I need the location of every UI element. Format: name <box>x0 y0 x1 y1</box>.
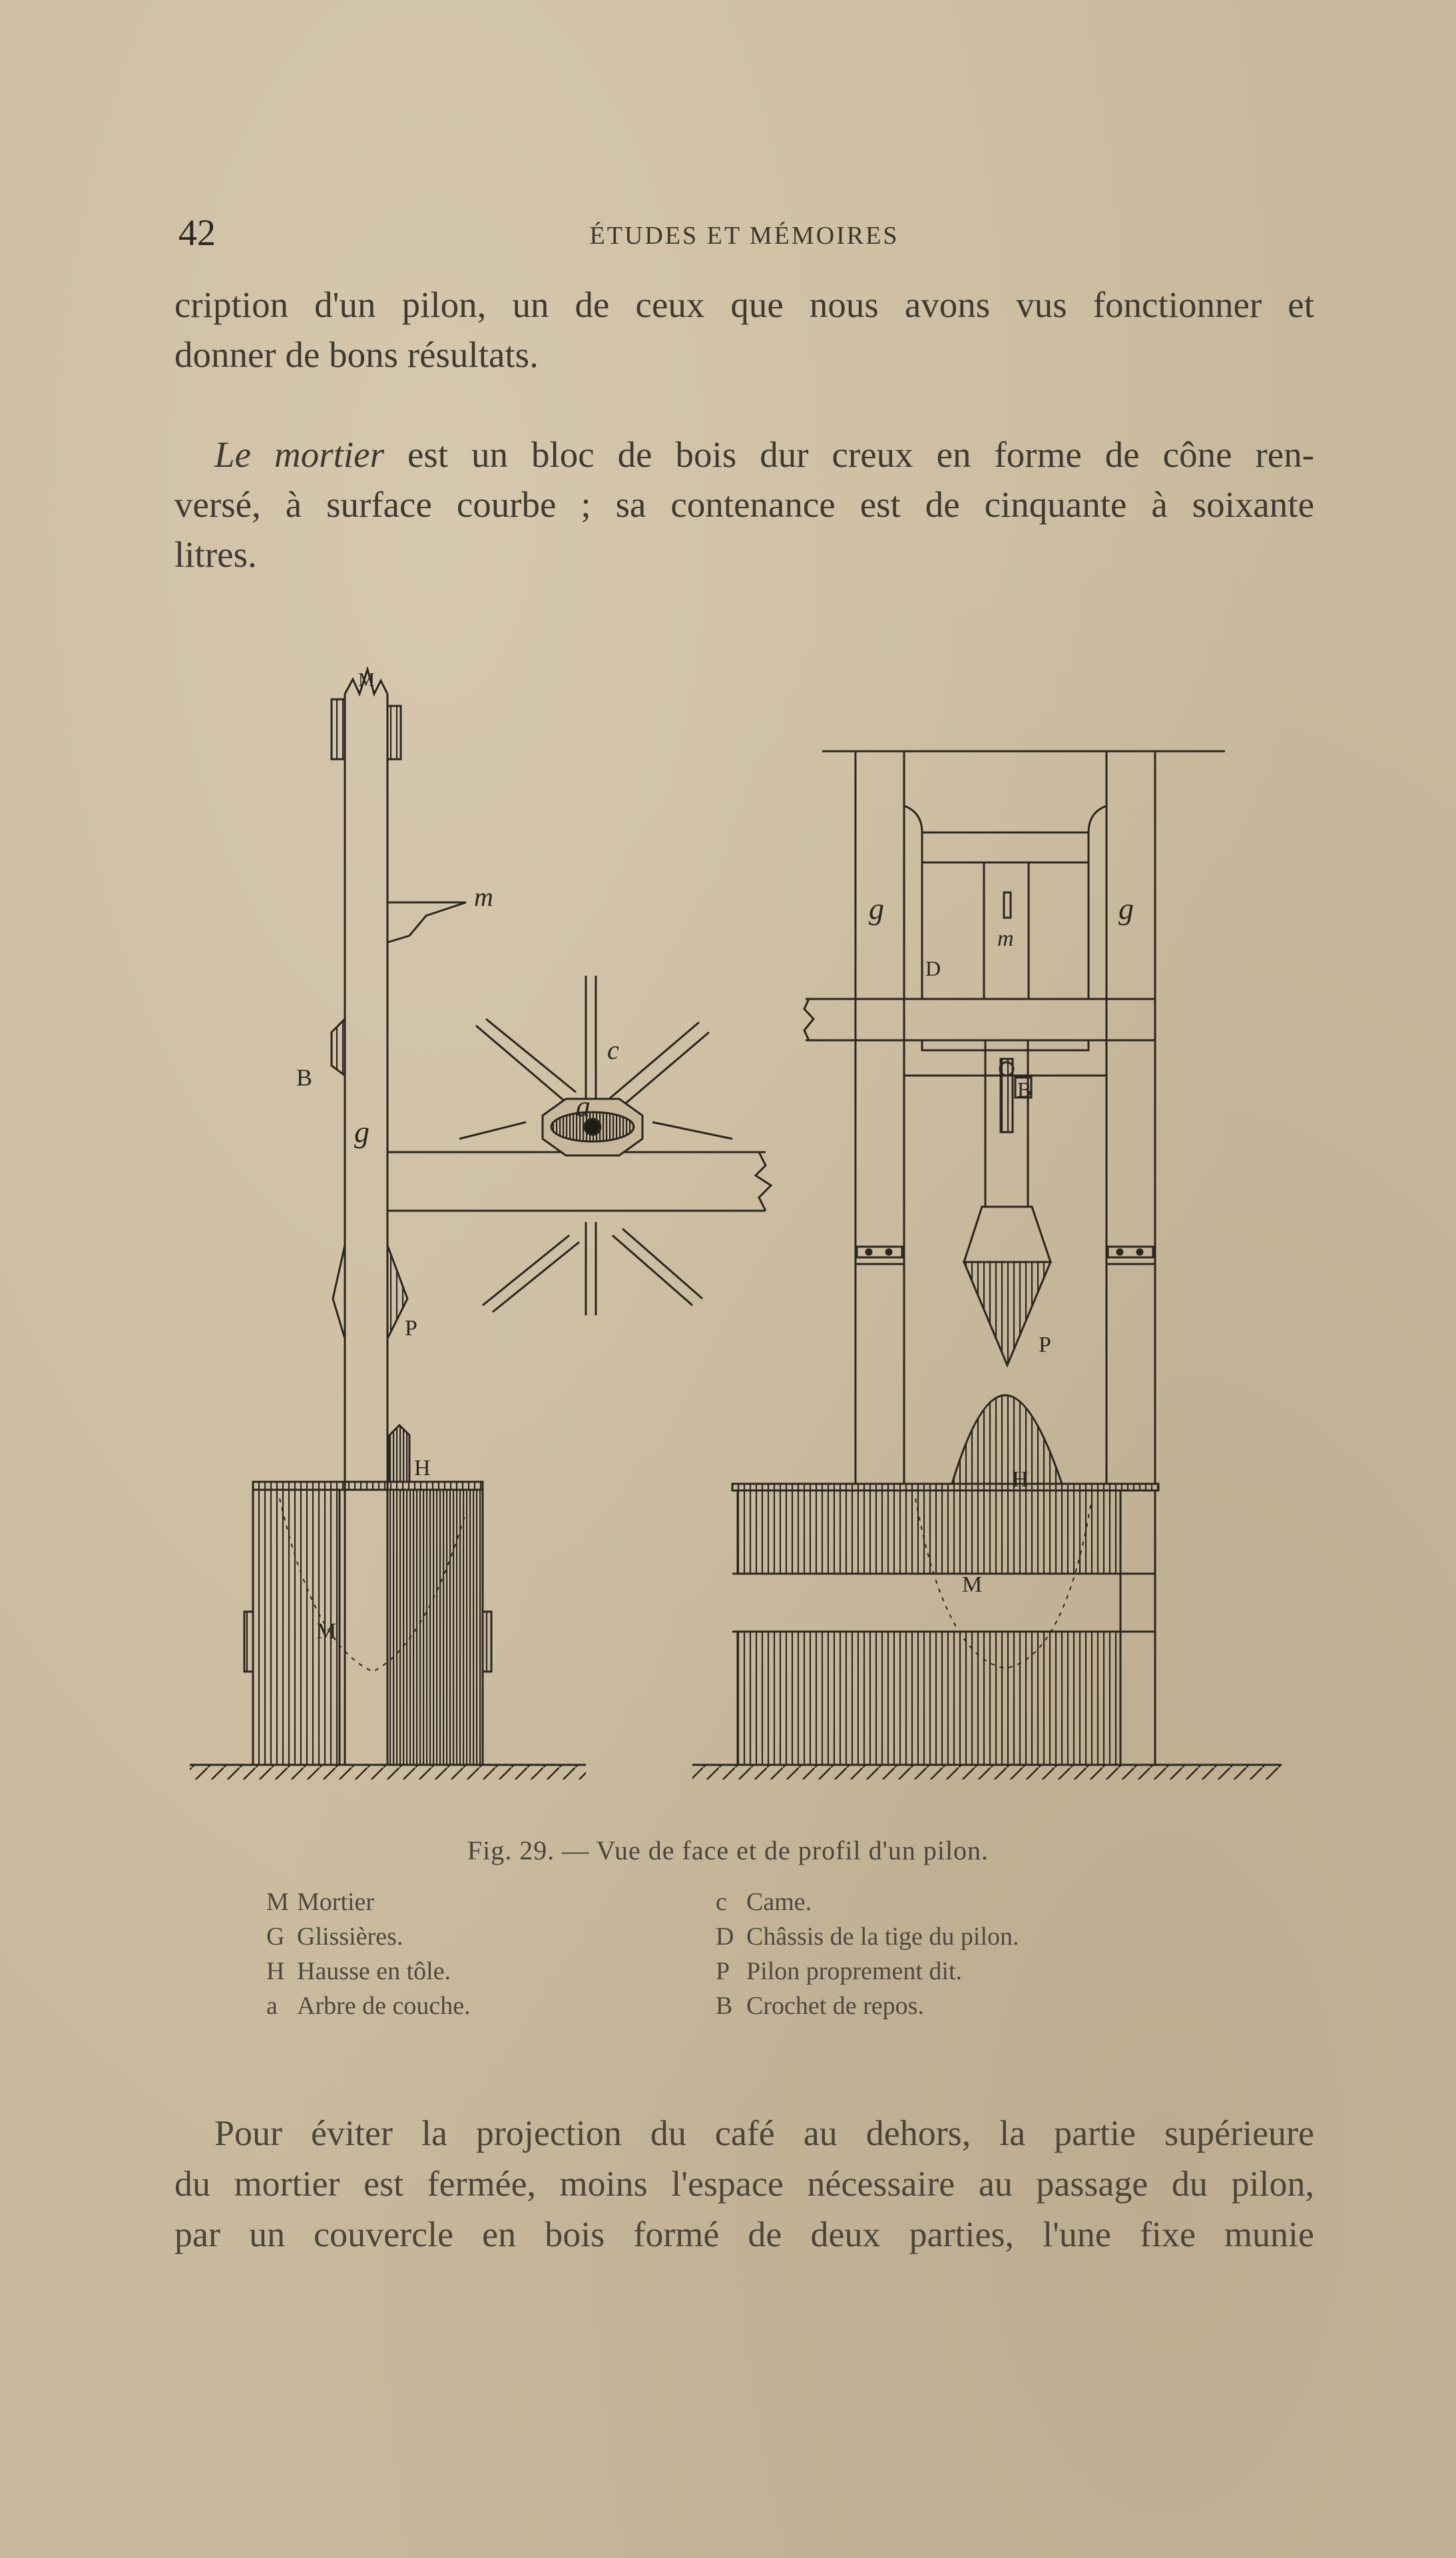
italic-term: Le mortier <box>214 434 384 475</box>
bolt-plate-left <box>857 1247 902 1257</box>
mortar-lid <box>253 1482 483 1490</box>
label-m-left: M <box>316 1619 337 1644</box>
paragraph-line: litres. <box>174 534 257 575</box>
label-g-left: g <box>354 1115 369 1149</box>
mortar-front-upper <box>738 1490 1120 1574</box>
hausse-h-front <box>952 1395 1062 1484</box>
paragraph-line <box>174 430 1314 480</box>
legend-item: a Arbre de couche. <box>266 1992 471 2020</box>
frame-curve-right <box>1089 806 1106 999</box>
frame-top-rail <box>922 832 1089 862</box>
mortar-band-left <box>244 1612 253 1672</box>
running-title: ÉTUDES ET MÉMOIRES <box>589 222 899 250</box>
ground-hatch-left <box>190 1765 586 1779</box>
label-c: c <box>607 1035 619 1065</box>
label-b: B <box>296 1064 313 1091</box>
label-a: a <box>576 1090 591 1123</box>
collar-left <box>333 1245 345 1339</box>
paragraph-3 <box>174 2108 1314 2260</box>
frame-curve-left <box>904 806 922 999</box>
paragraph-1 <box>174 280 1314 380</box>
collar-plate <box>922 1040 1089 1050</box>
hook-b-front <box>1001 1059 1013 1132</box>
paragraph-line: du mortier est fermée, moins l'espace nécessaire au passage du pilon, <box>174 2164 1314 2204</box>
legend-item: G Glissières. <box>266 1923 403 1951</box>
figure-caption: Fig. 29. — Vue de face et de profil d'un pilon. <box>467 1835 989 1865</box>
guide-post-left <box>855 751 904 1484</box>
top-clamp-left <box>332 699 345 759</box>
pilon-collar <box>964 1207 1051 1262</box>
page-header <box>178 212 1310 258</box>
paragraph-line: par un couvercle en bois formé de deux parties, l'une fixe munie <box>174 2214 1314 2254</box>
legend-right <box>716 1885 1019 2023</box>
label-d: D <box>925 956 941 980</box>
page-number: 42 <box>178 212 216 254</box>
mortar-body-right <box>387 1490 483 1765</box>
mortar-band-right <box>483 1612 491 1672</box>
legend-item: H Hausse en tôle. <box>266 1957 451 1985</box>
label-m-top: M <box>358 670 375 691</box>
paragraph-text: est un bloc de bois dur creux en forme de cône ren- <box>383 434 1315 475</box>
mortar-front-lower <box>738 1632 1120 1765</box>
top-clamp-right <box>387 706 401 759</box>
tappet-m <box>387 902 466 942</box>
profile-view <box>190 669 771 1779</box>
guide-post-right <box>1106 751 1155 1484</box>
front-view <box>692 751 1282 1779</box>
paragraph-line: cription d'un pilon, un de ceux que nous avons vus fonctionner et <box>174 284 1314 325</box>
shaft-break-right <box>804 999 814 1040</box>
figure-pilon <box>0 633 1456 1805</box>
shaft-break <box>756 1152 771 1211</box>
pilon-drawing <box>0 633 1456 1805</box>
paragraph-line: Pour éviter la projection du café au dehors, la partie supérieure <box>214 2113 1314 2153</box>
label-g-right-1: g <box>869 892 884 926</box>
label-m-right: m <box>997 926 1014 951</box>
label-p-left: P <box>405 1316 417 1341</box>
slot-m <box>1004 892 1011 918</box>
ground-hatch-right <box>692 1765 1282 1779</box>
hausse-h <box>389 1425 409 1482</box>
label-b-right: B <box>1017 1078 1032 1102</box>
paragraph-line: versé, à surface courbe ; sa contenance est de cinquante à soixante <box>174 484 1314 525</box>
pilon-p <box>964 1262 1051 1365</box>
label-g-right-2: g <box>1118 892 1134 926</box>
paragraph-line: donner de bons résultats. <box>174 334 539 375</box>
legend-item: B Crochet de repos. <box>716 1992 924 2020</box>
legend-item: P Pilon proprement dit. <box>716 1957 963 1985</box>
label-p-right: P <box>1039 1333 1051 1357</box>
legend-item: M Mortier <box>266 1888 375 1916</box>
legend-item: c Came. <box>716 1888 812 1916</box>
mortar-side <box>1120 1490 1155 1765</box>
legend-left <box>266 1885 471 2023</box>
cam-wheel <box>459 976 732 1315</box>
bolt-plate-right <box>1108 1247 1153 1257</box>
label-m: m <box>474 882 493 912</box>
label-m-right-mortar: M <box>962 1572 983 1597</box>
paragraph-2 <box>174 430 1314 579</box>
label-h-left: H <box>414 1456 431 1480</box>
rest-hook-b <box>332 1019 345 1076</box>
legend-item: D Châssis de la tige du pilon. <box>716 1923 1019 1951</box>
label-h-right: H <box>1012 1467 1029 1492</box>
